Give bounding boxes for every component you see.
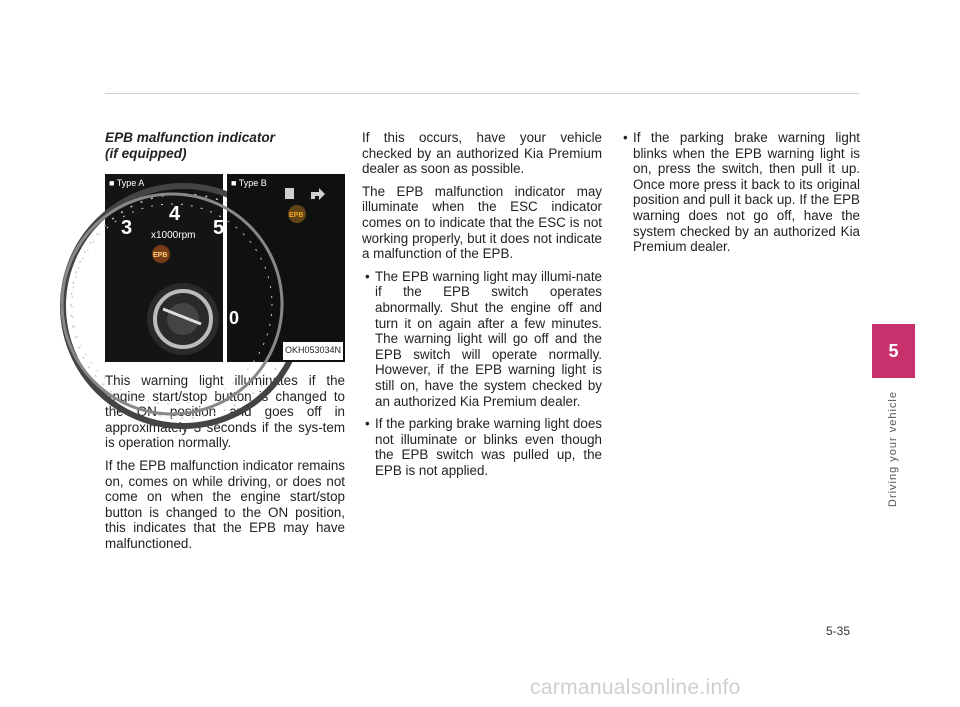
watermark: carmanualsonline.info (530, 676, 741, 699)
dial-number-5: 5 (213, 217, 225, 239)
epb-lamp-text-a: EPB (153, 252, 168, 259)
epb-lamp-text-b: EPB (289, 212, 304, 219)
chapter-tab: 5 (872, 324, 915, 378)
epb-indicator-figure (105, 174, 345, 362)
column-1 (105, 130, 345, 559)
column-3 (620, 130, 860, 262)
col1-paragraph-2: If the EPB malfunction indicator remains on, comes on while driving, or does not come on when the engine start/stop button is changed to the ON position, this indicates that the EPB may have malfunctioned. (105, 457, 345, 551)
rpm-label: x1000rpm (151, 230, 196, 241)
chapter-title: Driving your vehicle (887, 391, 899, 507)
col2-paragraph-1: If this occurs, have your vehicle checked by an authorized Kia Premium dealer as soon as possible. (362, 130, 602, 177)
figure-code: OKH053034N (283, 342, 343, 360)
type-b-label: ■ Type B (231, 178, 267, 188)
type-b-cluster-image (227, 174, 345, 362)
header-rule (105, 93, 859, 94)
section-heading (105, 130, 345, 162)
column-2 (362, 130, 602, 485)
page-number: 5-35 (826, 624, 851, 638)
section-heading-line-1: EPB malfunction indicator (105, 130, 275, 145)
dial-number-3: 3 (121, 217, 133, 239)
type-a-label: ■ Type A (109, 178, 145, 188)
col2-bullet-2: • If the parking brake warning light does not illuminate or blinks even though the EPB switch was pulled up, the EPB is not applied. (362, 416, 602, 478)
col3-bullet-list (620, 130, 860, 255)
col1-paragraph-1: This warning light illuminates if the engine start/stop button is changed to the ON position and goes off in approximately 3 seconds if the sys-tem is operation normally. (105, 373, 345, 451)
col2-paragraph-2: The EPB malfunction indicator may illuminate when the ESC indicator comes on to indicate that the ESC is not working properly, but it does not indicate a malfunction of the EPB. (362, 183, 602, 262)
col2-bullet-list (362, 269, 602, 479)
type-b-number-0: 0 (229, 308, 240, 328)
col2-bullet-1: • The EPB warning light may illumi-nate if the EPB switch operates abnormally. Shut the engine off and turn it on again after a few minutes. The warning light will go off and the EPB switch will operate normally. However, if the EPB warning light is still on, have the system checked by an authorized Kia Premium dealer. (362, 269, 602, 409)
fuel-icon (285, 188, 294, 199)
section-heading-line-2: (if equipped) (105, 146, 187, 161)
dial-number-4: 4 (169, 203, 181, 225)
type-a-cluster-image (105, 174, 223, 362)
col3-bullet-1: • If the parking brake warning light blinks when the EPB warning light is on, press the switch, then pull it up. Once more press it back to its original position and pull it back up. If the EPB warning does not go off, have the system checked by an authorized Kia Premium dealer. (620, 130, 860, 255)
